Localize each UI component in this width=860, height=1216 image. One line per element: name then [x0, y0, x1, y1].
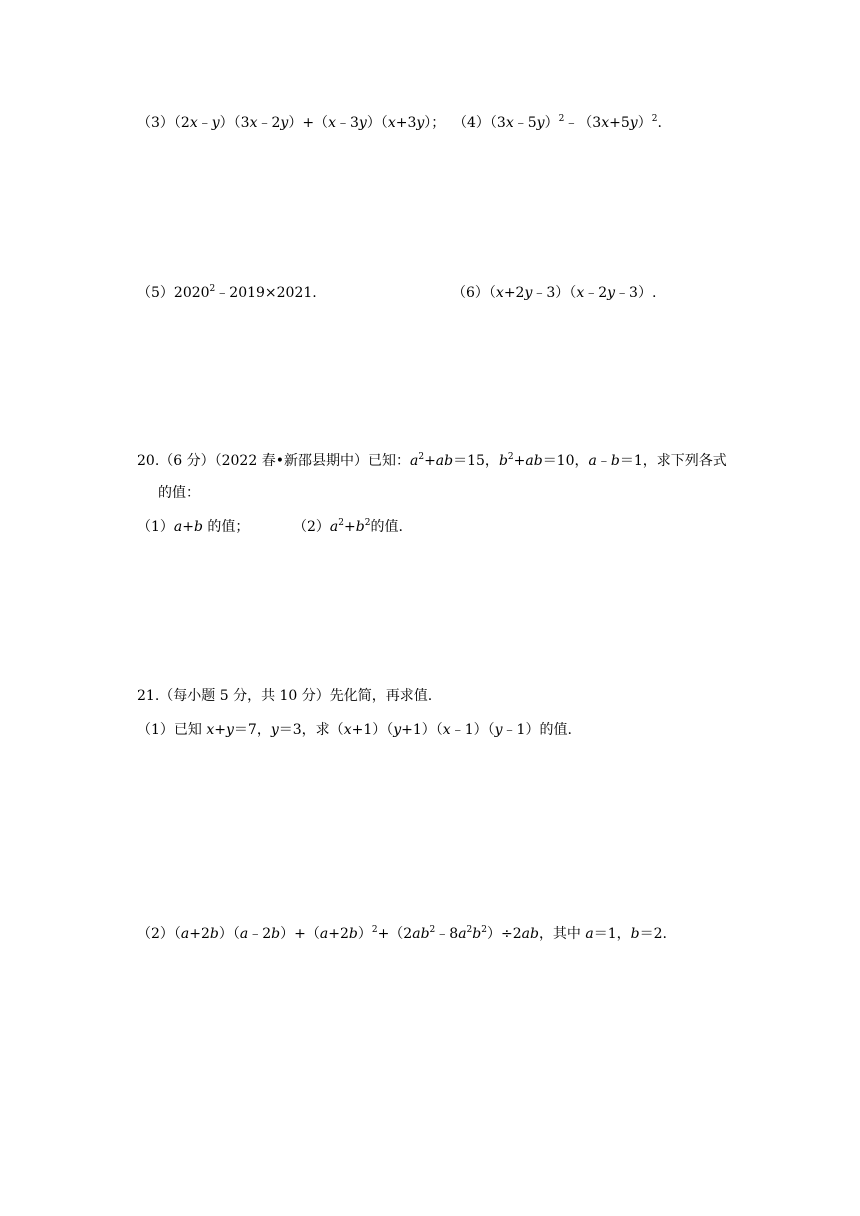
var: b — [194, 519, 203, 535]
text: ﹣ — [197, 115, 212, 131]
var: b — [355, 519, 365, 535]
exponent: 2 — [558, 114, 565, 124]
text: （2） — [293, 519, 330, 535]
var: b — [472, 926, 482, 942]
problem-20-statement-continued — [158, 483, 200, 503]
problem-19-part-5 — [137, 283, 317, 303]
text: ﹣2 — [584, 285, 608, 301]
text: （6）（ — [452, 285, 496, 301]
var: x — [343, 722, 352, 738]
problem-20-part-2 — [293, 517, 403, 537]
var: a — [239, 926, 249, 942]
var: a — [319, 926, 329, 942]
text: （3）（2 — [137, 115, 190, 131]
text: ﹣3 — [335, 115, 359, 131]
problem-19-part-6 — [452, 283, 656, 303]
var: x — [601, 115, 610, 131]
var: x — [442, 722, 451, 738]
text: +（2 — [377, 926, 413, 942]
var: x — [495, 285, 504, 301]
text: ＝10， — [542, 453, 589, 469]
text: +3 — [395, 115, 417, 131]
var: a — [173, 519, 183, 535]
text: 的值； — [202, 519, 250, 535]
exponent: 2 — [364, 518, 371, 528]
text: + — [513, 453, 526, 469]
var: b — [271, 926, 281, 942]
exponent: 2 — [507, 452, 514, 462]
problem-20-part-1 — [137, 517, 249, 537]
var: y — [607, 285, 616, 301]
text: +1）（ — [401, 722, 443, 738]
text: （1） — [137, 519, 174, 535]
var: a — [409, 453, 419, 469]
var: x — [505, 115, 514, 131]
text: （2）（ — [137, 926, 181, 942]
text: + — [424, 453, 436, 469]
text: + — [344, 519, 356, 535]
var: y — [211, 115, 220, 131]
text: ）； — [424, 115, 446, 131]
var: b — [630, 926, 640, 942]
var: ab — [412, 926, 430, 942]
var: y — [226, 722, 234, 738]
text: ﹣5 — [513, 115, 537, 131]
text: ﹣3）（ — [532, 285, 577, 301]
exponent: 2 — [481, 925, 487, 935]
text: ，其中 — [538, 926, 586, 942]
var: a — [585, 926, 594, 942]
var: a — [588, 453, 597, 469]
var: x — [206, 722, 215, 738]
text: ﹣1）（ — [450, 722, 495, 738]
var: x — [387, 115, 396, 131]
text: ）+（ — [288, 115, 329, 131]
text: 的值. — [370, 519, 403, 535]
text: （4）（3 — [453, 115, 506, 131]
text: +2 — [189, 926, 210, 942]
text: + — [182, 519, 195, 535]
var: b — [348, 926, 358, 942]
text: +1）（ — [351, 722, 394, 738]
text: ）（3 — [219, 115, 250, 131]
text: ＝1，求下列各式 — [619, 453, 727, 469]
problem-21-header — [137, 686, 432, 706]
exponent: 2 — [429, 925, 436, 935]
var: b — [610, 453, 620, 469]
exponent: 2 — [209, 284, 216, 294]
text: 的值： — [158, 485, 200, 501]
exponent: 2 — [371, 925, 378, 935]
var: a — [329, 519, 339, 535]
text: +5 — [609, 115, 630, 131]
text: 20.（6 分）（2022 春•新邵县期中）已知： — [137, 453, 410, 469]
var: b — [209, 926, 219, 942]
exponent: 2 — [651, 114, 658, 124]
var: ab — [525, 453, 543, 469]
text: ）+（ — [280, 926, 320, 942]
text: （5）2020 — [137, 285, 210, 301]
var: y — [280, 115, 289, 131]
text: +2 — [328, 926, 349, 942]
text: （1）已知 — [137, 722, 207, 738]
var: y — [358, 115, 367, 131]
text: ﹣2 — [248, 926, 272, 942]
text: ） — [544, 115, 559, 131]
text: ＝2. — [639, 926, 667, 942]
problem-21-part-2 — [137, 924, 667, 944]
text: ） — [357, 926, 372, 942]
problem-21-part-1 — [137, 720, 572, 740]
var: y — [536, 115, 545, 131]
text: 21.（每小题 5 分，共 10 分）先化简，再求值. — [137, 688, 433, 704]
text: ） — [637, 115, 652, 131]
text: ﹣2019×2021. — [215, 285, 317, 301]
var: x — [328, 115, 336, 131]
var: y — [416, 115, 425, 131]
text: ﹣8 — [435, 926, 459, 942]
var: y — [270, 722, 279, 738]
var: x — [249, 115, 258, 131]
problem-19-part-3 — [137, 113, 445, 133]
text: ＝15， — [453, 453, 499, 469]
text: ＝3，求（ — [278, 722, 344, 738]
problem-20-statement — [137, 451, 727, 471]
text: +2 — [503, 285, 525, 301]
var: y — [629, 115, 638, 131]
var: b — [498, 453, 508, 469]
var: x — [576, 285, 585, 301]
text: ﹣（3 — [564, 115, 602, 131]
text: . — [657, 115, 662, 131]
text: ）÷2 — [486, 926, 522, 942]
var: x — [189, 115, 198, 131]
text: ﹣2 — [257, 115, 281, 131]
text: ）（ — [218, 926, 240, 942]
text: ﹣3）. — [615, 285, 657, 301]
var: y — [494, 722, 503, 738]
var: a — [180, 926, 190, 942]
problem-19-part-4 — [453, 113, 662, 133]
text: ＝1， — [593, 926, 631, 942]
var: y — [393, 722, 402, 738]
var: a — [458, 926, 467, 942]
exponent: 2 — [466, 925, 473, 935]
var: y — [524, 285, 533, 301]
text: ﹣1）的值. — [502, 722, 572, 738]
text: ＝7， — [233, 722, 271, 738]
var: ab — [521, 926, 539, 942]
text: ﹣ — [596, 453, 611, 469]
text: ）（ — [366, 115, 388, 131]
text: + — [214, 722, 226, 738]
var: ab — [435, 453, 454, 469]
exponent: 2 — [418, 452, 425, 462]
exponent: 2 — [338, 518, 345, 528]
